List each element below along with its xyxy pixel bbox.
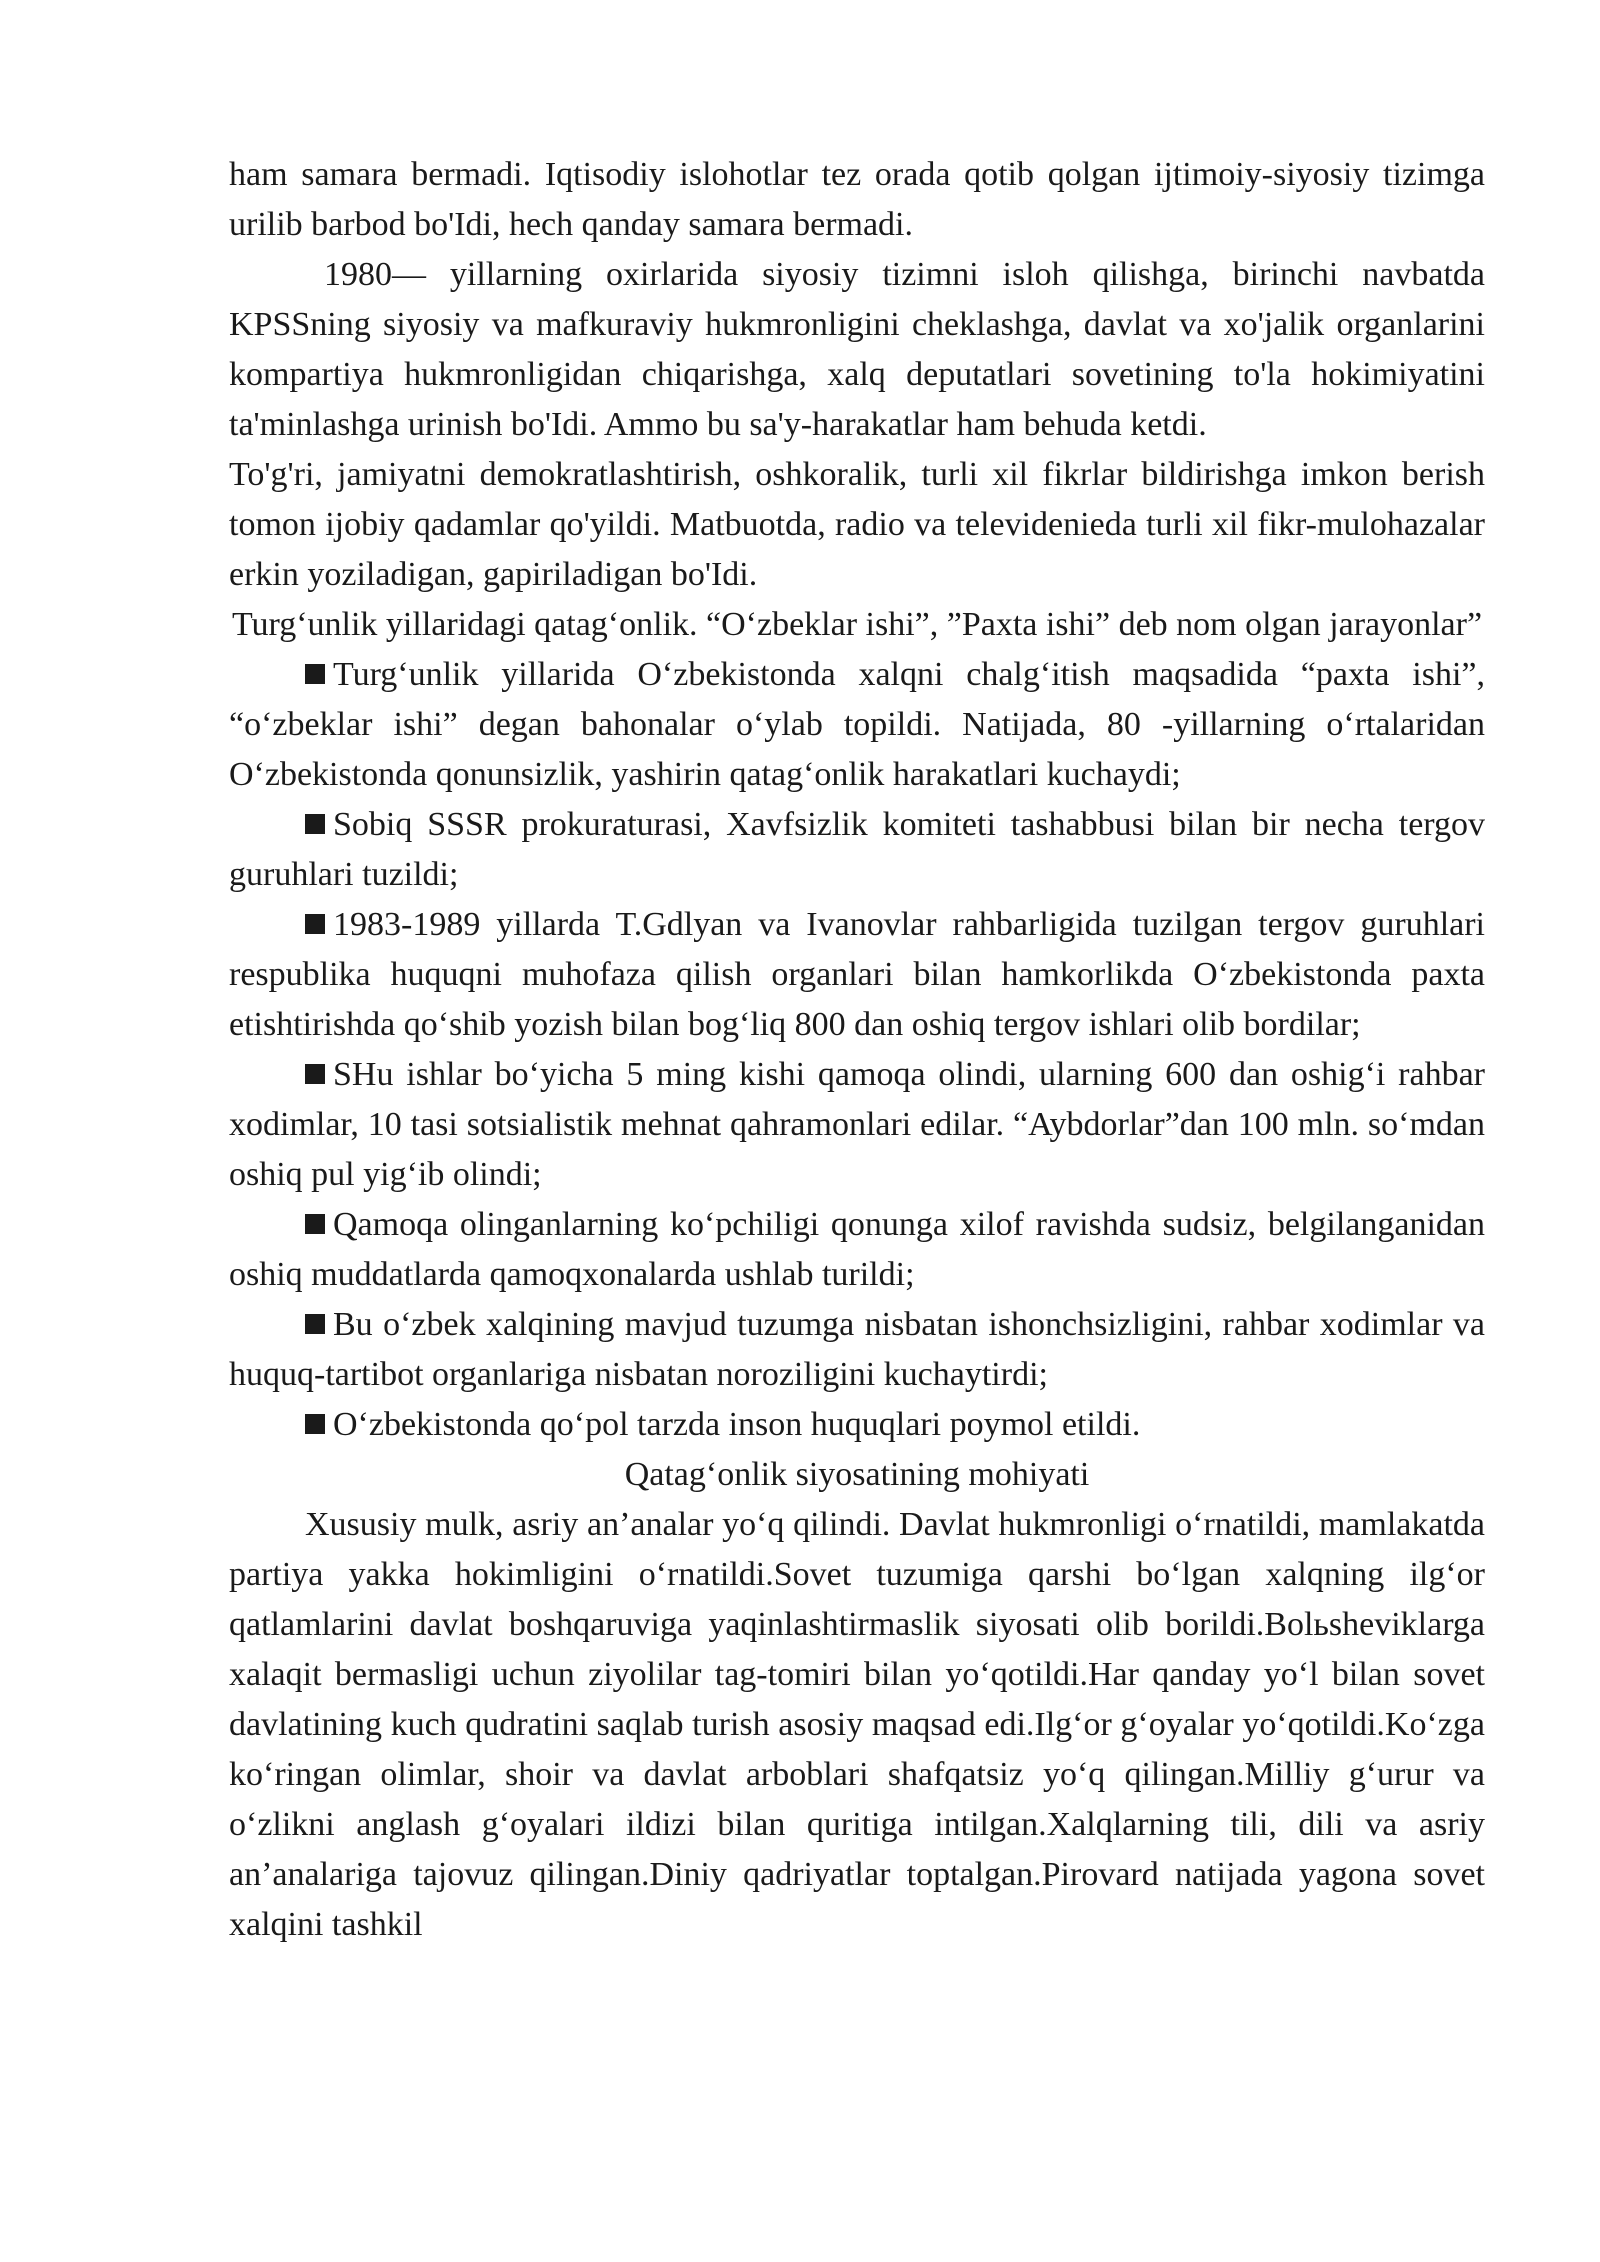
paragraph-1980s-reform: 1980— yillarning oxirlarida siyosiy tizimni isloh qilishga, birinchi navbatda KPSSning siyosiy va mafkuraviy hukmronligini cheklashga, davlat va xo'jalik organlarini kompartiya hukmronligidan chiqarishga, xalq deputatlari sovetining to'la hokimiyatini ta'minlashga urinish bo'Idi. Ammo bu sa'y-harakatlar ham behuda ketdi.: [229, 256, 1485, 443]
bullet-text: SHu ishlar bo‘yicha 5 ming kishi qamoqa olindi, ularning 600 dan oshig‘i rahbar xodimlar, 10 tasi sotsialistik mehnat qahramonlari edilar. “Aybdorlar”dan 100 mln. so‘mdan oshiq pul yig‘ib olindi;: [229, 1056, 1485, 1193]
paragraph-democratization: To'g'ri, jamiyatni demokratlashtirish, oshkoralik, turli xil fikrlar bildirishga imkon berish tomon ijobiy qadamlar qo'yildi. Matbuotda, radio va televidenieda turli xil fikr-mulohazalar erkin yoziladigan, gapiriladigan bo'Idi.: [229, 456, 1485, 593]
square-bullet-icon: [305, 814, 325, 834]
bullet-item: [229, 1300, 1485, 1400]
square-bullet-icon: [305, 1214, 325, 1234]
bullet-item: [229, 1050, 1485, 1200]
document-page: [229, 150, 1485, 1950]
paragraph-essence: Xususiy mulk, asriy an’analar yo‘q qilindi. Davlat hukmronligi o‘rnatildi, mamlakatda partiya yakka hokimligini o‘rnatildi.Sovet tuzumiga qarshi bo‘lgan xalqning ilg‘or qatlamlarini davlat boshqaruviga yaqinlashtirmaslik siyosati olib borildi.Bolьsheviklarga xalaqit bermasligi uchun ziyolilar tag-tomiri bilan yo‘qotildi.Har qanday yo‘l bilan sovet davlatining kuch qudratini saqlab turish asosiy maqsad edi.Ilg‘or g‘oyalar yo‘qotildi.Ko‘zga ko‘ringan olimlar, shoir va davlat arboblari shafqatsiz yo‘q qilingan.Milliy g‘urur va o‘zlikni anglash g‘oyalari ildizi bilan quritiga intilgan.Xalqlarning tili, dili va asriy an’analariga tajovuz qilingan.Diniy qadriyatlar toptalgan.Pirovard natijada yagona sovet xalqini tashkil: [229, 1506, 1485, 1943]
bullet-item: [229, 900, 1485, 1050]
square-bullet-icon: [305, 914, 325, 934]
square-bullet-icon: [305, 1314, 325, 1334]
bullet-text: 1983-1989 yillarda T.Gdlyan va Ivanovlar rahbarligida tuzilgan tergov guruhlari respublika huquqni muhofaza qilish organlari bilan hamkorlikda O‘zbekistonda paxta etishtirishda qo‘shib yozish bilan bog‘liq 800 dan oshiq tergov ishlari olib bordilar;: [229, 906, 1485, 1043]
bullet-text: Bu o‘zbek xalqining mavjud tuzumga nisbatan ishonchsizligini, rahbar xodimlar va huquq-tartibot organlariga nisbatan noroziligini kuchaytirdi;: [229, 1306, 1485, 1393]
section-heading-repression: Turg‘unlik yillaridagi qatag‘onlik. “O‘zbeklar ishi”, ”Paxta ishi” deb nom olgan jarayonlar”: [231, 606, 1483, 643]
bullet-text: O‘zbekistonda qo‘pol tarzda inson huquqlari poymol etildi.: [333, 1406, 1141, 1443]
bullet-item: [229, 1200, 1485, 1300]
bullet-text: Turg‘unlik yillarida O‘zbekistonda xalqni chalg‘itish maqsadida “paxta ishi”, “o‘zbeklar ishi” degan bahonalar o‘ylab topildi. Natijada, 80 -yillarning o‘rtalaridan O‘zbekistonda qonunsizlik, yashirin qatag‘onlik harakatlari kuchaydi;: [229, 656, 1485, 793]
paragraph-intro: ham samara bermadi. Iqtisodiy islohotlar tez orada qotib qolgan ijtimoiy-siyosiy tizimga urilib barbod bo'Idi, hech qanday samara bermadi.: [229, 156, 1485, 243]
bullet-text: Sobiq SSSR prokuraturasi, Xavfsizlik komiteti tashabbusi bilan bir necha tergov guruhlari tuzildi;: [229, 806, 1485, 893]
square-bullet-icon: [305, 1064, 325, 1084]
bullet-item: [229, 800, 1485, 900]
square-bullet-icon: [305, 1414, 325, 1434]
bullet-text: Qamoqa olinganlarning ko‘pchiligi qonunga xilof ravishda sudsiz, belgilanganidan oshiq muddatlarda qamoqxonalarda ushlab turildi;: [229, 1206, 1485, 1293]
bullet-item: [229, 1400, 1485, 1450]
square-bullet-icon: [305, 664, 325, 684]
section-heading-essence: Qatag‘onlik siyosatining mohiyati: [624, 1456, 1090, 1493]
bullet-item: [229, 650, 1485, 800]
